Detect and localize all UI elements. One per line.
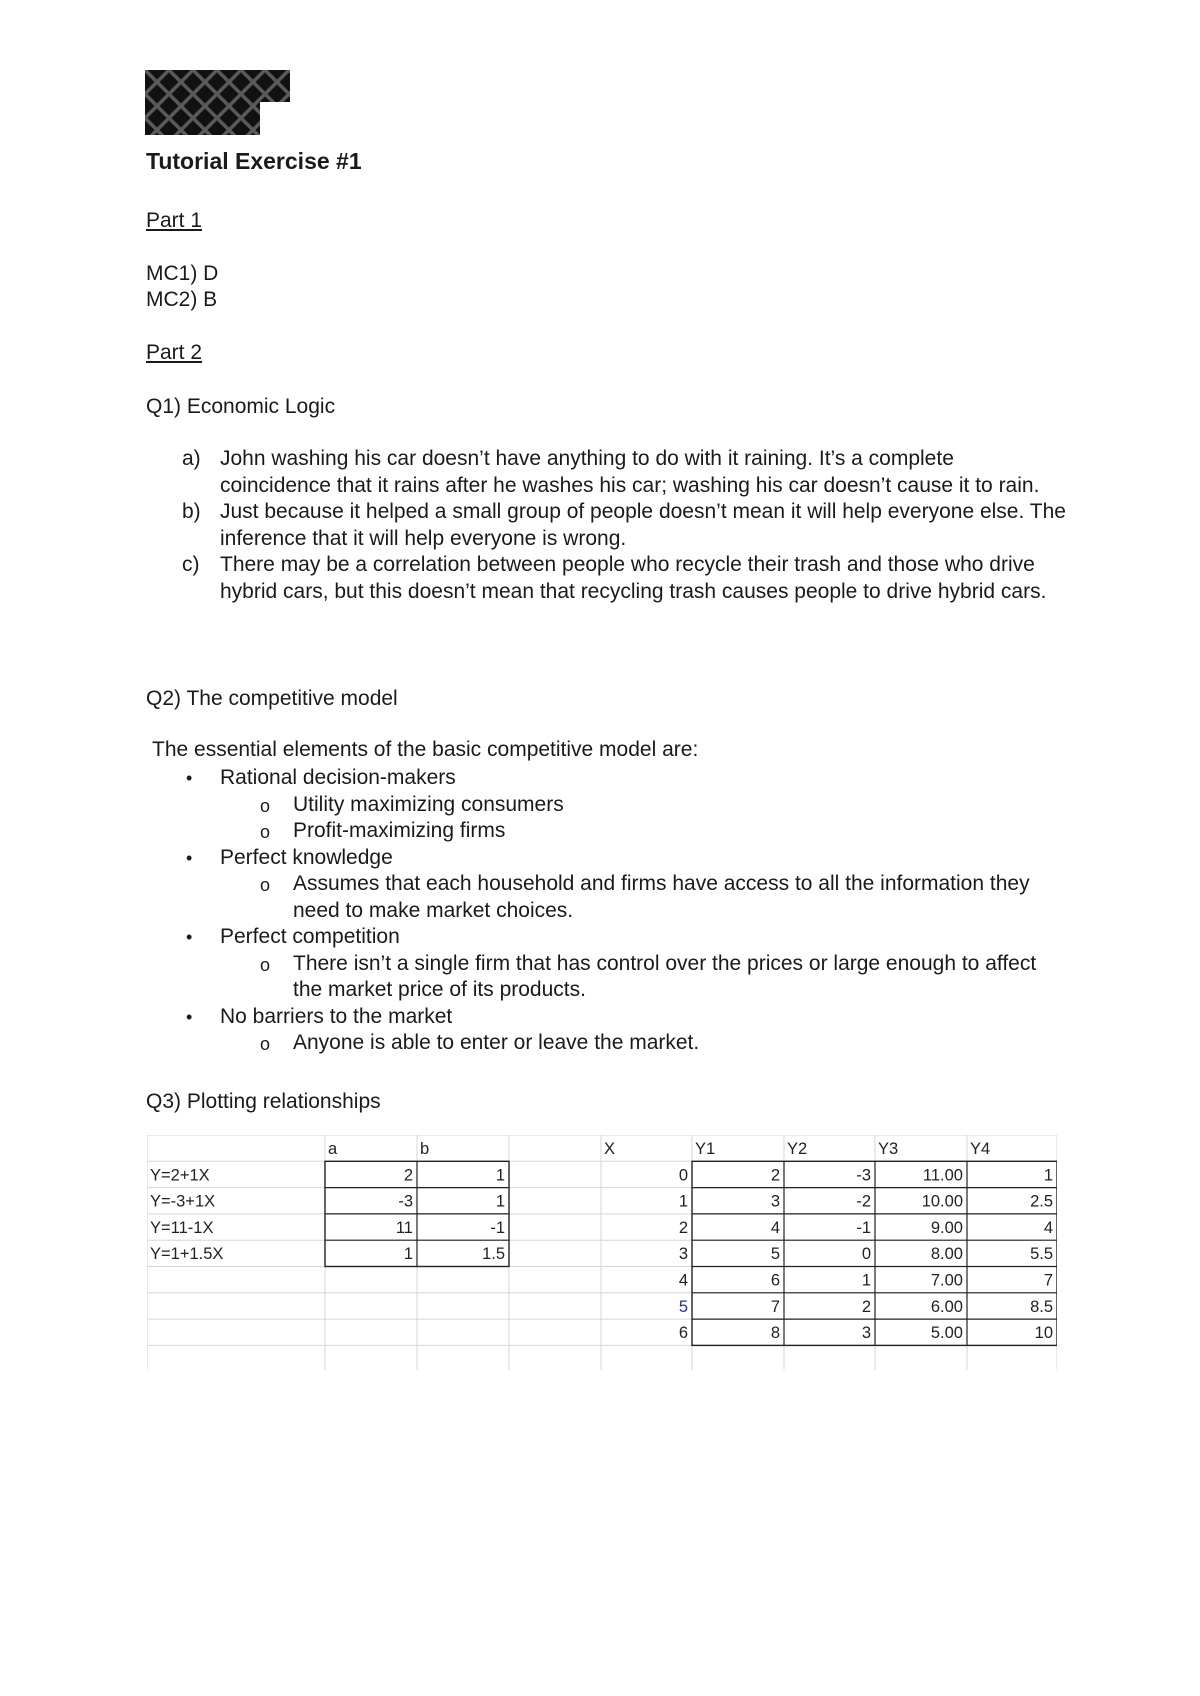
q2-heading: Q2) The competitive model	[146, 687, 398, 710]
x-value: 4	[678, 1271, 688, 1290]
spreadsheet-table	[147, 1135, 1057, 1370]
sub-item-text: There isn’t a single firm that has control over the prices or large enough to affect the market price of its products.	[293, 951, 1037, 1001]
q1-item-label: a)	[182, 447, 201, 470]
model-element-text: Perfect competition	[220, 925, 400, 948]
bullet-icon: •	[186, 927, 193, 947]
x-value: 0	[678, 1166, 688, 1185]
y-value: 10.00	[921, 1192, 963, 1211]
coefficient-b: -1	[490, 1218, 505, 1237]
sub-list	[220, 792, 1066, 845]
coefficient-a: -3	[398, 1192, 413, 1211]
q1-answer-list	[146, 446, 1066, 605]
bullet-icon: •	[186, 1006, 193, 1027]
equation-label: Y=11-1X	[150, 1218, 214, 1237]
sub-bullet-icon: o	[260, 1034, 271, 1054]
q1-item	[146, 446, 1066, 499]
model-element-text: Perfect knowledge	[220, 845, 393, 869]
sub-list	[220, 951, 1066, 1004]
sub-item	[220, 951, 1066, 1004]
bullet-icon: •	[186, 847, 193, 868]
mc2-answer: MC2) B	[146, 288, 218, 311]
y-value: 1	[861, 1271, 871, 1290]
y-value: 9.00	[930, 1218, 963, 1237]
column-header: Y4	[970, 1140, 991, 1158]
coefficient-b: 1.5	[482, 1245, 505, 1264]
y-value: 8.00	[930, 1245, 963, 1264]
y-value: 5.5	[1030, 1245, 1053, 1264]
sub-item-text: Profit-maximizing firms	[293, 819, 506, 842]
y-value: -1	[856, 1218, 871, 1237]
q1-item-text: There may be a correlation between people who recycle their trash and those who drive hybrid cars, but this doesn’t mean that recycling trash causes people to drive hybrid cars.	[220, 553, 1047, 603]
y-value: 6	[770, 1271, 780, 1290]
sub-item	[220, 818, 1066, 845]
redaction-block	[145, 70, 290, 135]
sub-item-text: Assumes that each household and firms have access to all the information they need to make market choices.	[293, 872, 1030, 922]
x-value: 6	[678, 1324, 688, 1343]
q1-item	[146, 499, 1066, 552]
coefficient-a: 11	[395, 1218, 413, 1237]
q1-item-label: b)	[182, 500, 201, 523]
sub-bullet-icon: o	[260, 795, 271, 816]
y-value: 5.00	[930, 1324, 963, 1343]
sub-list	[220, 1030, 1066, 1057]
y-value: 6.00	[930, 1297, 963, 1316]
x-value: 5	[678, 1297, 688, 1316]
y-value: 7	[1043, 1271, 1053, 1290]
sub-bullet-icon: o	[260, 875, 271, 895]
y-value: 2.5	[1030, 1192, 1053, 1211]
y-value: 4	[770, 1218, 780, 1237]
sub-item-text: Utility maximizing consumers	[293, 792, 564, 816]
bullet-icon: •	[186, 768, 193, 788]
document-title: Tutorial Exercise #1	[146, 148, 362, 174]
y-value: 3	[861, 1324, 871, 1343]
y-value: 2	[770, 1166, 780, 1185]
sub-bullet-icon: o	[260, 954, 271, 975]
x-value: 2	[678, 1218, 688, 1237]
coefficient-a: 1	[403, 1245, 413, 1264]
q1-item-label: c)	[182, 553, 200, 576]
q1-item	[146, 552, 1066, 605]
column-header: b	[420, 1140, 430, 1158]
y-value: 3	[770, 1192, 780, 1211]
y-value: 0	[861, 1245, 871, 1264]
sub-item	[220, 792, 1066, 819]
sub-item-text: Anyone is able to enter or leave the market.	[293, 1031, 700, 1054]
column-header: X	[604, 1140, 616, 1158]
x-value: 3	[678, 1245, 688, 1264]
part2-heading: Part 2	[146, 341, 203, 364]
column-header: a	[328, 1140, 338, 1158]
column-header: Y2	[787, 1140, 808, 1158]
coefficient-a: 2	[403, 1166, 413, 1185]
y-value: 11.00	[922, 1166, 963, 1185]
model-elements-list	[146, 765, 1066, 1057]
y-value: -3	[856, 1166, 871, 1185]
sub-bullet-icon: o	[260, 822, 271, 842]
model-element-text: Rational decision-makers	[220, 766, 456, 789]
coefficient-b: 1	[495, 1166, 505, 1185]
y-value: 7	[770, 1297, 780, 1316]
q1-item-text: John washing his car doesn’t have anything to do with it raining. It’s a complete coincidence that it rains after he washes his car; washing his car doesn’t cause it to rain.	[220, 447, 1040, 497]
sub-list	[220, 871, 1066, 924]
y-value: 10	[1034, 1324, 1053, 1343]
q1-item-text: Just because it helped a small group of people doesn’t mean it will help everyone else. The inference that it will help everyone is wrong.	[220, 500, 1066, 550]
y-value: 8	[770, 1324, 780, 1343]
q3-heading: Q3) Plotting relationships	[146, 1090, 381, 1113]
y-value: 2	[861, 1297, 871, 1316]
y-value: 1	[1043, 1166, 1053, 1185]
q2-intro: The essential elements of the basic competitive model are:	[152, 738, 699, 761]
sub-item	[220, 1030, 1066, 1057]
equation-label: Y=-3+1X	[150, 1192, 216, 1211]
y-value: -2	[856, 1192, 871, 1211]
column-header: Y3	[878, 1140, 899, 1158]
model-element-text: No barriers to the market	[220, 1004, 453, 1028]
part1-heading: Part 1	[146, 209, 203, 232]
y-value: 7.00	[930, 1271, 963, 1290]
equation-label: Y=2+1X	[150, 1166, 210, 1185]
q1-heading: Q1) Economic Logic	[146, 395, 336, 418]
column-header: Y1	[695, 1140, 716, 1158]
x-value: 1	[678, 1192, 688, 1211]
equation-label: Y=1+1.5X	[150, 1245, 224, 1264]
y-value: 8.5	[1030, 1297, 1053, 1316]
model-element	[146, 1004, 1066, 1057]
y-value: 4	[1043, 1218, 1053, 1237]
model-element	[146, 765, 1066, 845]
model-element	[146, 924, 1066, 1004]
y-value: 5	[770, 1245, 780, 1264]
model-element	[146, 845, 1066, 925]
sub-item	[220, 871, 1066, 924]
coefficient-b: 1	[495, 1192, 505, 1211]
mc1-answer: MC1) D	[146, 262, 219, 285]
